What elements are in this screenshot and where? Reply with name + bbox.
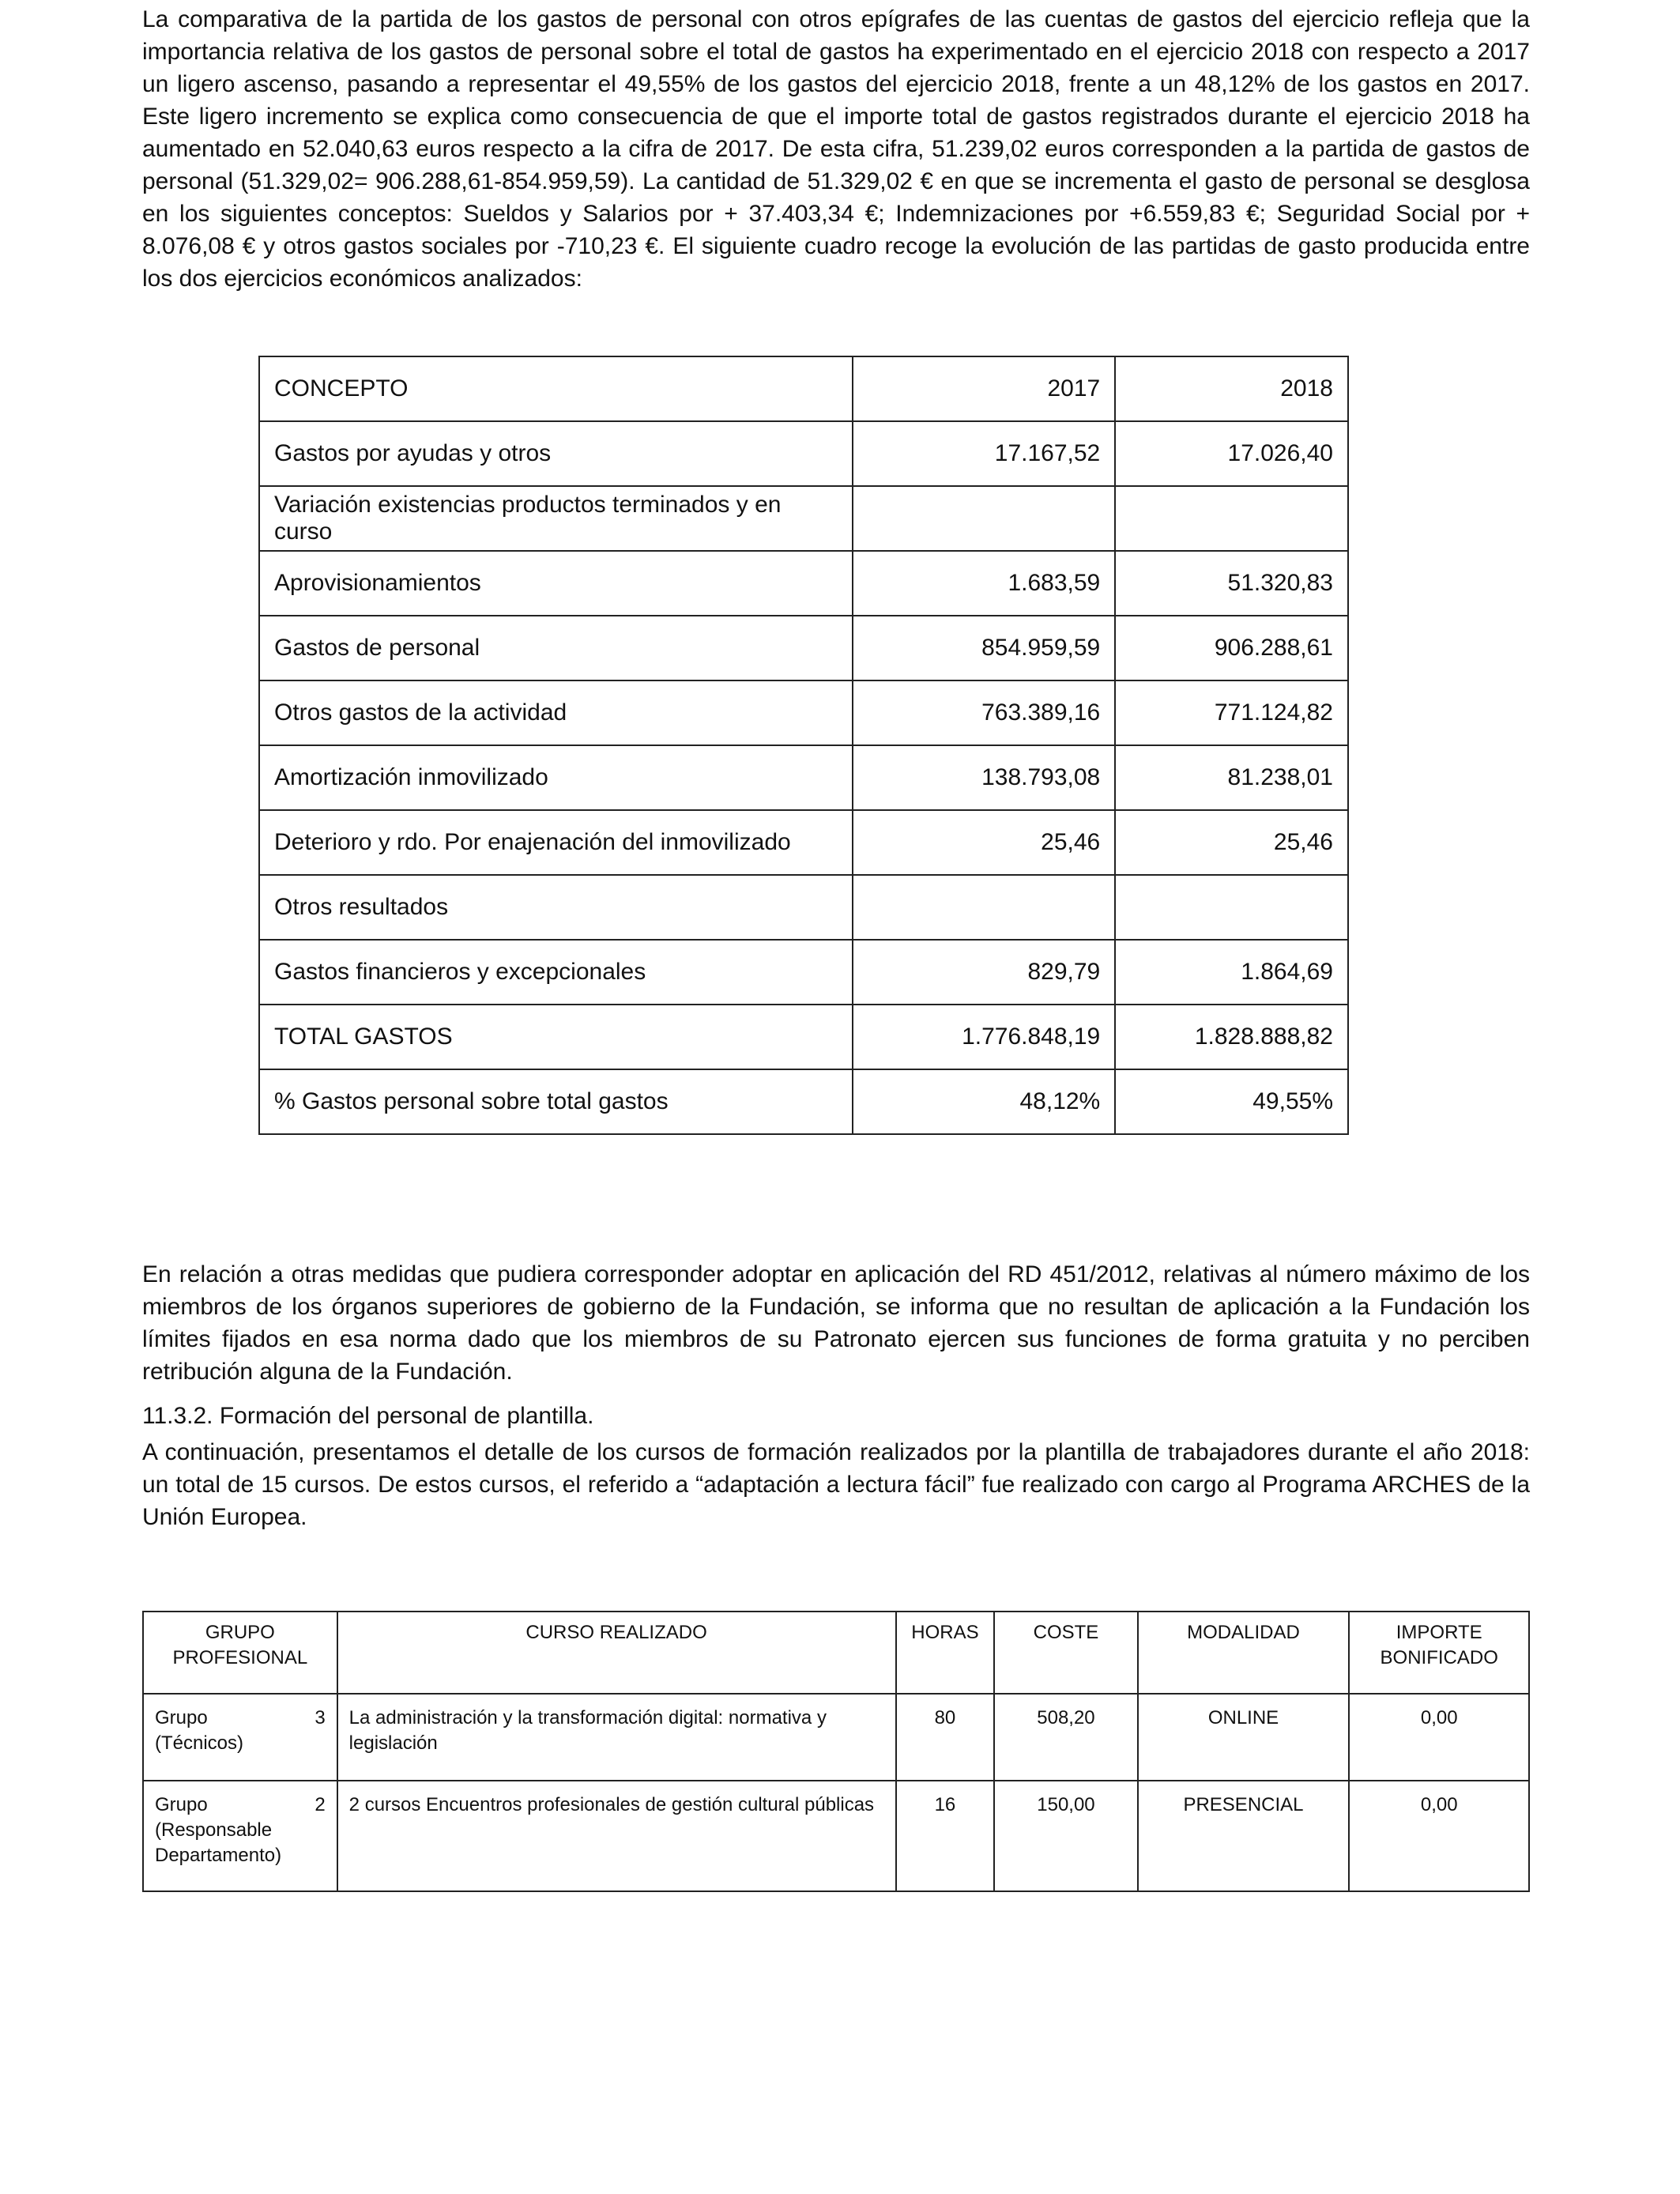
row-label: Otros gastos de la actividad — [259, 680, 853, 745]
value-2017: 1.776.848,19 — [853, 1005, 1115, 1069]
value-2018: 49,55% — [1115, 1069, 1348, 1134]
row-label: TOTAL GASTOS — [259, 1005, 853, 1069]
table-header-row — [143, 1612, 1529, 1694]
row-label: Gastos de personal — [259, 616, 853, 680]
header-concepto: CONCEPTO — [259, 356, 853, 421]
cell-modalidad: ONLINE — [1138, 1694, 1350, 1781]
header-modalidad: MODALIDAD — [1138, 1612, 1350, 1694]
value-2017: 17.167,52 — [853, 421, 1115, 486]
value-2017: 48,12% — [853, 1069, 1115, 1134]
cell-coste: 150,00 — [994, 1781, 1137, 1891]
cell-modalidad: PRESENCIAL — [1138, 1781, 1350, 1891]
value-2017: 829,79 — [853, 940, 1115, 1005]
row-label: Otros resultados — [259, 875, 853, 940]
cell-horas: 16 — [896, 1781, 995, 1891]
expenses-table — [258, 356, 1349, 1135]
grupo-label: Grupo — [155, 1707, 208, 1728]
header-grupo: GRUPO PROFESIONAL — [143, 1612, 337, 1694]
grupo-number: 2 — [315, 1794, 326, 1815]
row-label: % Gastos personal sobre total gastos — [259, 1069, 853, 1134]
header-curso: CURSO REALIZADO — [337, 1612, 896, 1694]
value-2018: 906.288,61 — [1115, 616, 1348, 680]
table-row — [259, 421, 1348, 486]
row-label: Gastos por ayudas y otros — [259, 421, 853, 486]
value-2018: 51.320,83 — [1115, 551, 1348, 616]
value-2018: 25,46 — [1115, 810, 1348, 875]
value-2017: 138.793,08 — [853, 745, 1115, 810]
grupo-description: (Responsable Departamento) — [155, 1819, 282, 1866]
row-label: Gastos financieros y excepcionales — [259, 940, 853, 1005]
table-row — [259, 486, 1348, 551]
value-2018: 1.864,69 — [1115, 940, 1348, 1005]
training-paragraph: A continuación, presentamos el detalle de los cursos de formación realizados por la plantilla de trabajadores durante el año 2018: un total de 15 cursos. De estos cursos, el referido a “adaptación a lectura fácil” fue realizado con cargo al Programa ARCHES de la Unión Europea. — [142, 1439, 1530, 1530]
row-label: Aprovisionamientos — [259, 551, 853, 616]
value-2018 — [1115, 486, 1348, 551]
cell-horas: 80 — [896, 1694, 995, 1781]
table-row — [259, 616, 1348, 680]
table-row-percentage — [259, 1069, 1348, 1134]
row-label: Amortización inmovilizado — [259, 745, 853, 810]
table-header-row — [259, 356, 1348, 421]
cell-coste: 508,20 — [994, 1694, 1137, 1781]
table-row — [259, 810, 1348, 875]
value-2017 — [853, 875, 1115, 940]
value-2017: 25,46 — [853, 810, 1115, 875]
table-row — [143, 1694, 1529, 1781]
header-2018: 2018 — [1115, 356, 1348, 421]
value-2018 — [1115, 875, 1348, 940]
row-label: Deterioro y rdo. Por enajenación del inmovilizado — [259, 810, 853, 875]
table-row — [259, 745, 1348, 810]
training-table — [142, 1611, 1530, 1892]
grupo-label: Grupo — [155, 1794, 208, 1815]
row-label: Variación existencias productos terminados y en curso — [259, 486, 853, 551]
table-row — [143, 1781, 1529, 1891]
value-2017: 763.389,16 — [853, 680, 1115, 745]
grupo-description: (Técnicos) — [155, 1732, 244, 1754]
cell-grupo — [143, 1781, 337, 1891]
cell-importe: 0,00 — [1349, 1694, 1529, 1781]
header-horas: HORAS — [896, 1612, 995, 1694]
value-2018: 17.026,40 — [1115, 421, 1348, 486]
table-row — [259, 551, 1348, 616]
rd-paragraph: En relación a otras medidas que pudiera corresponder adoptar en aplicación del RD 451/2012, relativas al número máximo de los miembros de los órganos superiores de gobierno de la Fundación, se informa que no resultan de aplicación a la Fundación los límites fijados en esa norma dado que los miembros de su Patronato ejercen sus funciones de forma gratuita y no perciben retribución alguna de la Fundación. — [142, 1261, 1530, 1385]
table-row — [259, 940, 1348, 1005]
cell-curso: La administración y la transformación digital: normativa y legislación — [337, 1694, 896, 1781]
value-2018: 1.828.888,82 — [1115, 1005, 1348, 1069]
header-2017: 2017 — [853, 356, 1115, 421]
value-2017 — [853, 486, 1115, 551]
value-2018: 81.238,01 — [1115, 745, 1348, 810]
cell-grupo — [143, 1694, 337, 1781]
grupo-number: 3 — [315, 1707, 326, 1728]
table-row-total — [259, 1005, 1348, 1069]
header-coste: COSTE — [994, 1612, 1137, 1694]
value-2017: 1.683,59 — [853, 551, 1115, 616]
cell-importe: 0,00 — [1349, 1781, 1529, 1891]
section-heading: 11.3.2. Formación del personal de plantilla. — [142, 1403, 594, 1429]
header-importe: IMPORTE BONIFICADO — [1349, 1612, 1529, 1694]
value-2018: 771.124,82 — [1115, 680, 1348, 745]
table-row — [259, 680, 1348, 745]
cell-curso: 2 cursos Encuentros profesionales de gestión cultural públicas — [337, 1781, 896, 1891]
intro-paragraph: La comparativa de la partida de los gastos de personal con otros epígrafes de las cuentas de gastos del ejercicio refleja que la importancia relativa de los gastos de personal sobre el total de gastos ha experimentado en el ejercicio 2018 con respecto a 2017 un ligero ascenso, pasando a representar el 49,55% de los gastos del ejercicio 2018, frente a un 48,12% de los gastos en 2017. Este ligero incremento se explica como consecuencia de que el importe total de gastos registrados durante el ejercicio 2018 ha aumentado en 52.040,63 euros respecto a la cifra de 2017. De esta cifra, 51.239,02 euros corresponden a la partida de gastos de personal (51.329,02= 906.288,61-854.959,59). La cantidad de 51.329,02 € en que se incrementa el gasto de personal se desglosa en los siguientes conceptos: Sueldos y Salarios por + 37.403,34 €; Indemnizaciones por +6.559,83 €; Seguridad Social por + 8.076,08 € y otros gastos sociales por -710,23 €. El siguiente cuadro recoge la evolución de las partidas de gasto producida entre los dos ejercicios económicos analizados: — [142, 6, 1530, 292]
table-row — [259, 875, 1348, 940]
value-2017: 854.959,59 — [853, 616, 1115, 680]
